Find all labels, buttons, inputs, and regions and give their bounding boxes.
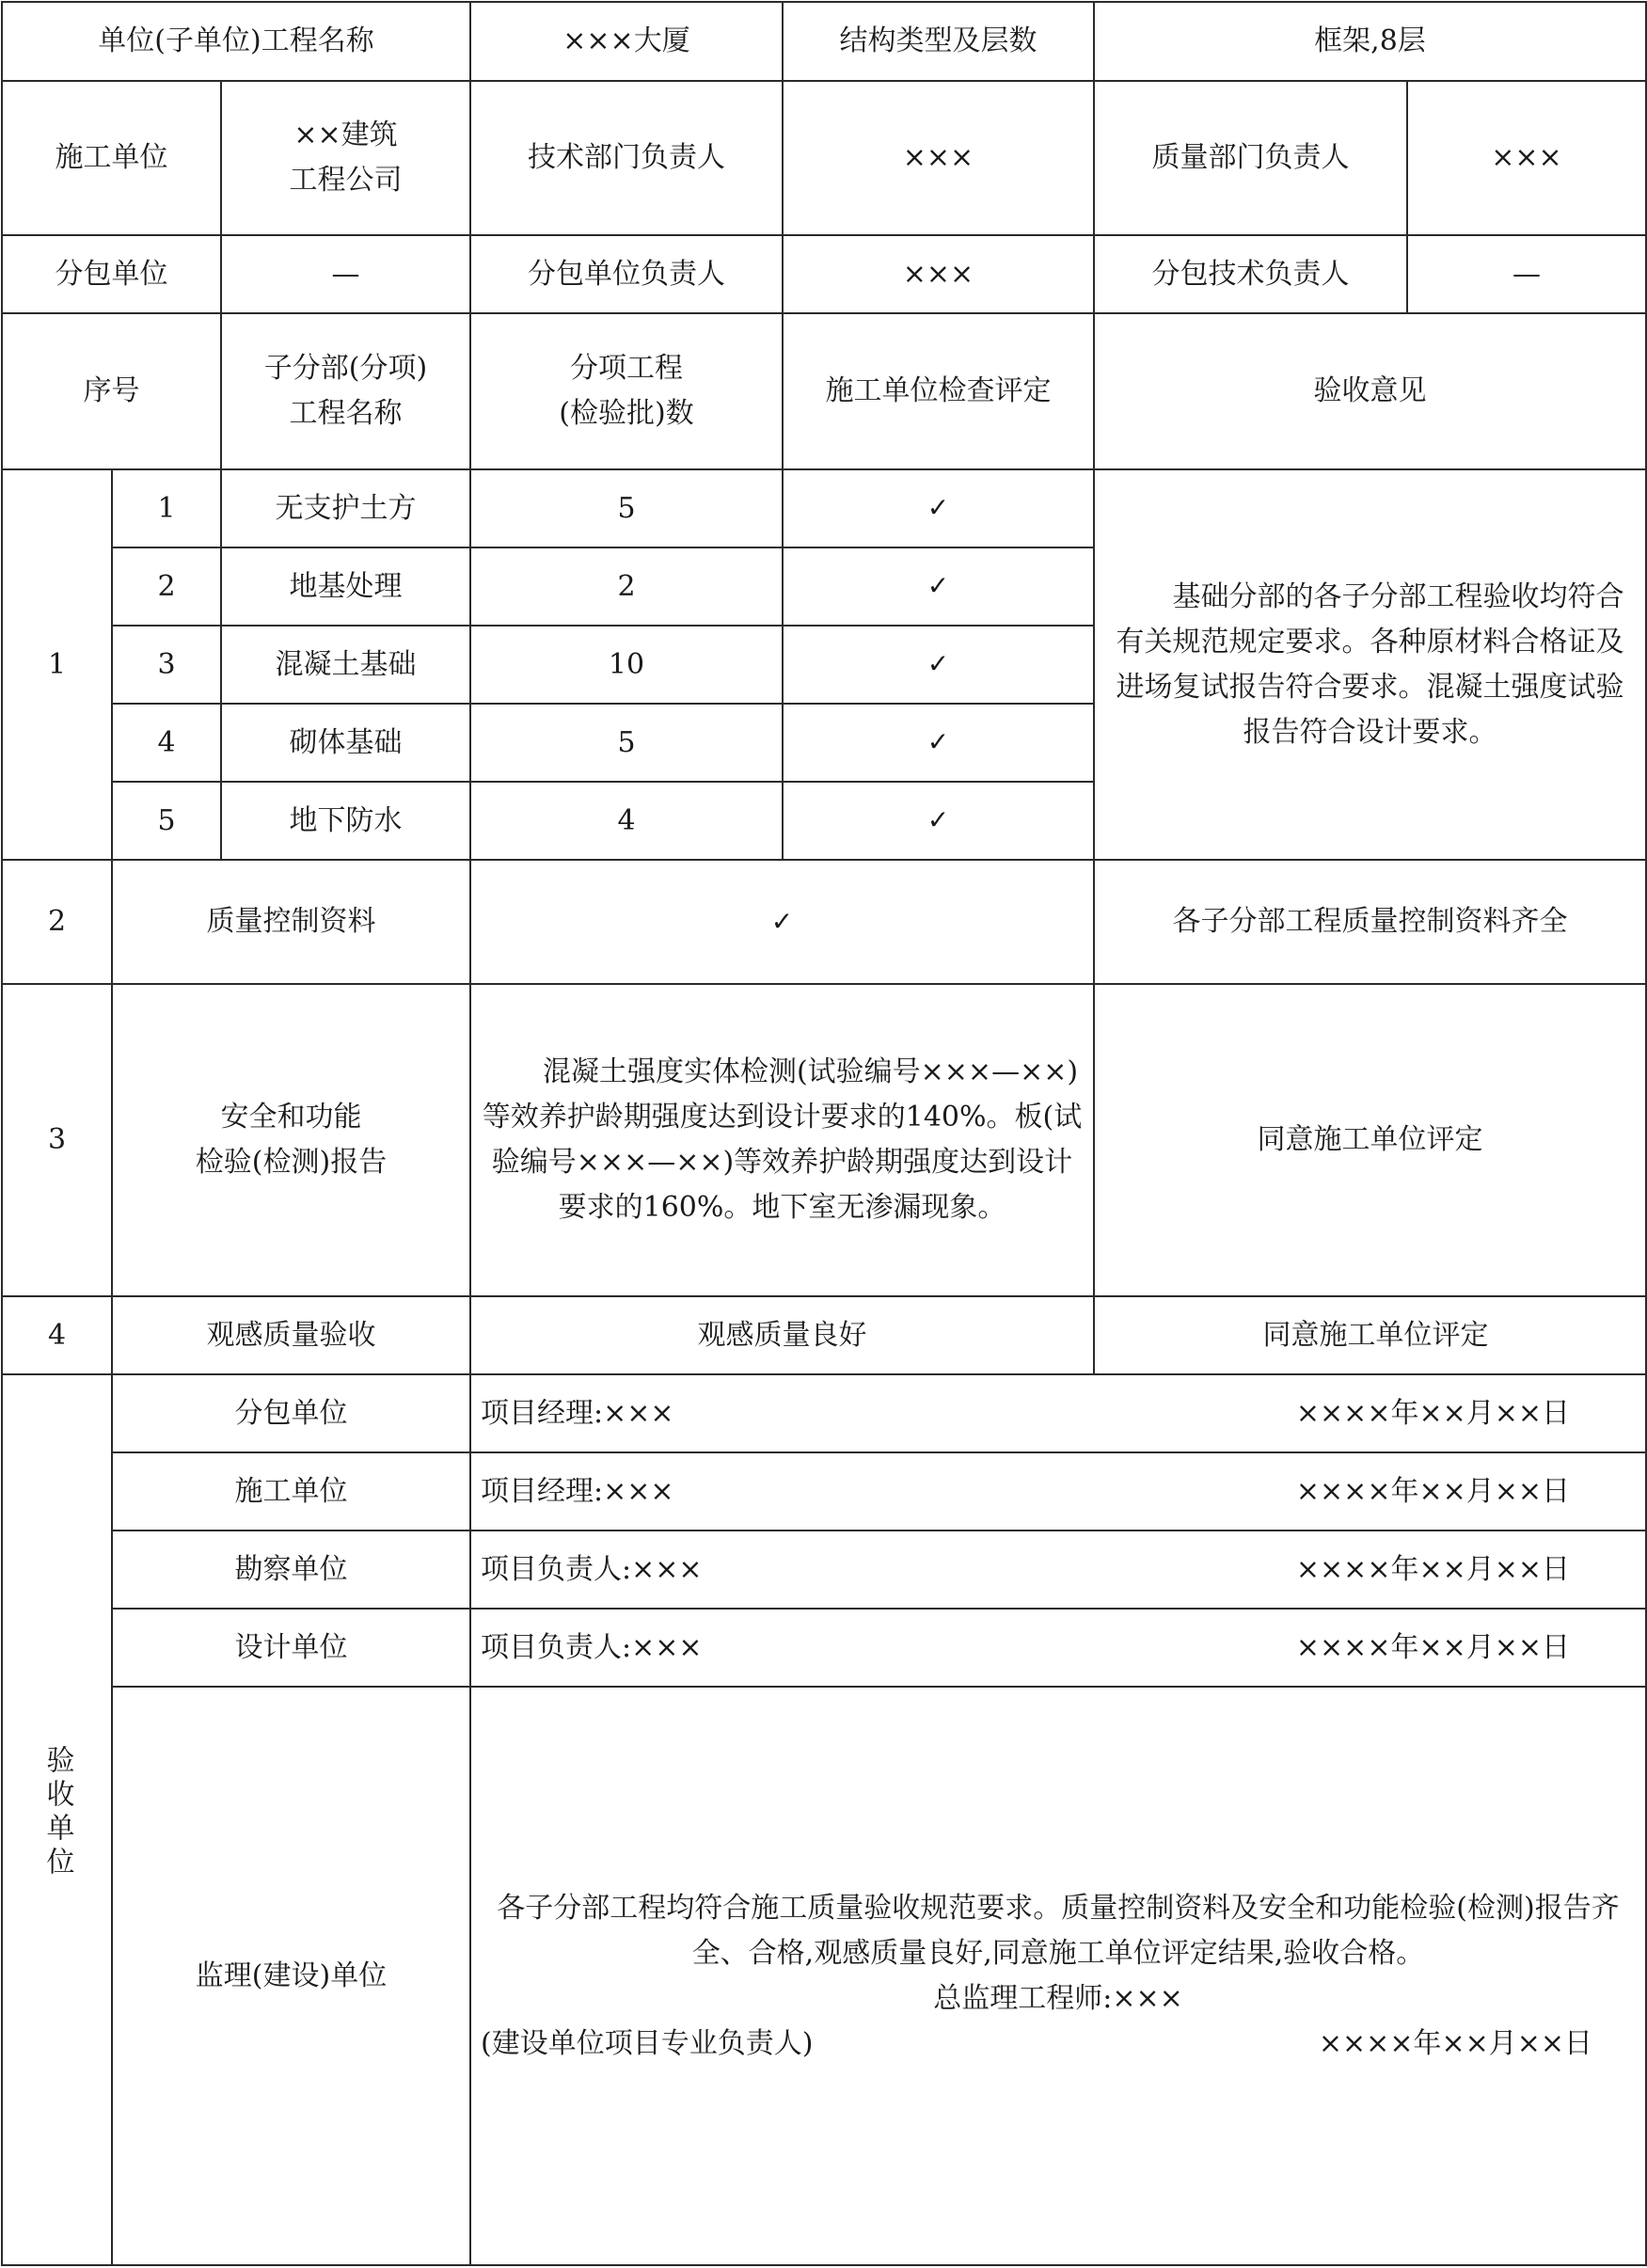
supervisor-unit: 监理(建设)单位 (112, 1687, 470, 2265)
section3-evaluation-text: 混凝土强度实体检测(试验编号×××—××)等效养护龄期强度达到设计要求的140%。板(试验编号×××—××)等效养护龄期强度达到设计要求的160%。地下室无渗漏现象。 (482, 1055, 1083, 1224)
section1-seq: 1 (2, 469, 112, 860)
signature-role: 项目经理:××× (481, 1474, 674, 1508)
section2-row (2, 860, 1646, 984)
section3-evaluation (470, 984, 1094, 1296)
acceptance-record-table (1, 1, 1647, 2266)
supervisor-statement: 各子分部工程均符合施工质量验收规范要求。质量控制资料及安全和功能检验(检测)报告齐全、合格,观感质量良好,同意施工单位评定结果,验收合格。 (497, 1891, 1620, 1970)
supervisor-conclusion (470, 1687, 1646, 2265)
sub-tech-head-label: 分包技术负责人 (1094, 235, 1407, 313)
item-count: 5 (470, 469, 783, 547)
signature-unit: 勘察单位 (112, 1531, 470, 1609)
item-count: 4 (470, 782, 783, 860)
section4-seq: 4 (2, 1296, 112, 1374)
signature-date: ××××年××月××日 (1295, 1552, 1570, 1586)
item-name: 混凝土基础 (221, 626, 470, 704)
column-header-evaluation: 施工单位检查评定 (783, 313, 1094, 469)
item-check-mark: ✓ (783, 704, 1094, 782)
quality-head-label: 质量部门负责人 (1094, 81, 1407, 235)
signature-row (2, 1452, 1646, 1531)
signature-date: ××××年××月××日 (1295, 1474, 1570, 1508)
supervisor-date: ××××年××月××日 (1318, 2026, 1592, 2060)
section2-name: 质量控制资料 (112, 860, 470, 984)
section3-name: 安全和功能 检验(检测)报告 (112, 984, 470, 1296)
acceptance-units-label: 验收单位 (40, 1745, 74, 1880)
item-count: 5 (470, 704, 783, 782)
sub-head-value: ××× (783, 235, 1094, 313)
column-header-opinion: 验收意见 (1094, 313, 1646, 469)
signature-date: ××××年××月××日 (1295, 1396, 1570, 1430)
signature-role: 项目经理:××× (481, 1396, 674, 1430)
signature-unit: 设计单位 (112, 1609, 470, 1687)
column-header-count: 分项工程 (检验批)数 (470, 313, 783, 469)
item-count: 2 (470, 547, 783, 626)
section1-opinion-text: 基础分部的各子分部工程验收均符合有关规范规定要求。各种原材料合格证及进场复试报告符合要求。混凝土强度试验报告符合设计要求。 (1116, 579, 1624, 749)
sub-tech-head-value: — (1407, 235, 1646, 313)
item-no: 4 (112, 704, 221, 782)
item-check-mark: ✓ (783, 782, 1094, 860)
signature-row (2, 1609, 1646, 1687)
project-name-value: ×××大厦 (470, 2, 783, 81)
section2-check-mark: ✓ (470, 860, 1094, 984)
contractor-value: ××建筑 工程公司 (221, 81, 470, 235)
item-no: 3 (112, 626, 221, 704)
item-check-mark: ✓ (783, 547, 1094, 626)
acceptance-units-label-cell (2, 1374, 112, 2265)
column-header-seq: 序号 (2, 313, 221, 469)
item-no: 5 (112, 782, 221, 860)
signature-role: 项目负责人:××× (481, 1630, 703, 1664)
chief-supervisor-line: 总监理工程师:××× (933, 1981, 1183, 2015)
supervisor-row (2, 1687, 1646, 2265)
subcontractor-value: — (221, 235, 470, 313)
item-name: 地下防水 (221, 782, 470, 860)
tech-head-value: ××× (783, 81, 1094, 235)
signature-row (2, 1374, 1646, 1452)
column-header-row (2, 313, 1646, 469)
column-header-subproject: 子分部(分项) 工程名称 (221, 313, 470, 469)
section3-row (2, 984, 1646, 1296)
signature-unit: 施工单位 (112, 1452, 470, 1531)
signature-line (470, 1374, 1646, 1452)
subcontractor-label: 分包单位 (2, 235, 221, 313)
project-name-label: 单位(子单位)工程名称 (2, 2, 470, 81)
item-check-mark: ✓ (783, 469, 1094, 547)
owner-representative-line: (建设单位项目专业负责人) (481, 2026, 814, 2060)
contractor-label: 施工单位 (2, 81, 221, 235)
section4-opinion: 同意施工单位评定 (1094, 1296, 1646, 1374)
item-no: 1 (112, 469, 221, 547)
signature-line (470, 1452, 1646, 1531)
subcontractor-row (2, 235, 1646, 313)
section4-name: 观感质量验收 (112, 1296, 470, 1374)
signature-role: 项目负责人:××× (481, 1552, 703, 1586)
signature-line (470, 1531, 1646, 1609)
quality-head-value: ××× (1407, 81, 1646, 235)
item-check-mark: ✓ (783, 626, 1094, 704)
item-no: 2 (112, 547, 221, 626)
contractor-row (2, 81, 1646, 235)
structure-value: 框架,8层 (1094, 2, 1646, 81)
section2-opinion: 各子分部工程质量控制资料齐全 (1094, 860, 1646, 984)
item-name: 地基处理 (221, 547, 470, 626)
sub-head-label: 分包单位负责人 (470, 235, 783, 313)
project-name-row (2, 2, 1646, 81)
signature-unit: 分包单位 (112, 1374, 470, 1452)
section4-row (2, 1296, 1646, 1374)
signature-date: ××××年××月××日 (1295, 1630, 1570, 1664)
structure-label: 结构类型及层数 (783, 2, 1094, 81)
section3-opinion: 同意施工单位评定 (1094, 984, 1646, 1296)
tech-head-label: 技术部门负责人 (470, 81, 783, 235)
section2-seq: 2 (2, 860, 112, 984)
signature-line (470, 1609, 1646, 1687)
table-row (2, 469, 1646, 547)
signature-row (2, 1531, 1646, 1609)
section1-opinion (1094, 469, 1646, 860)
section3-seq: 3 (2, 984, 112, 1296)
item-name: 无支护土方 (221, 469, 470, 547)
section4-evaluation: 观感质量良好 (470, 1296, 1094, 1374)
item-name: 砌体基础 (221, 704, 470, 782)
item-count: 10 (470, 626, 783, 704)
